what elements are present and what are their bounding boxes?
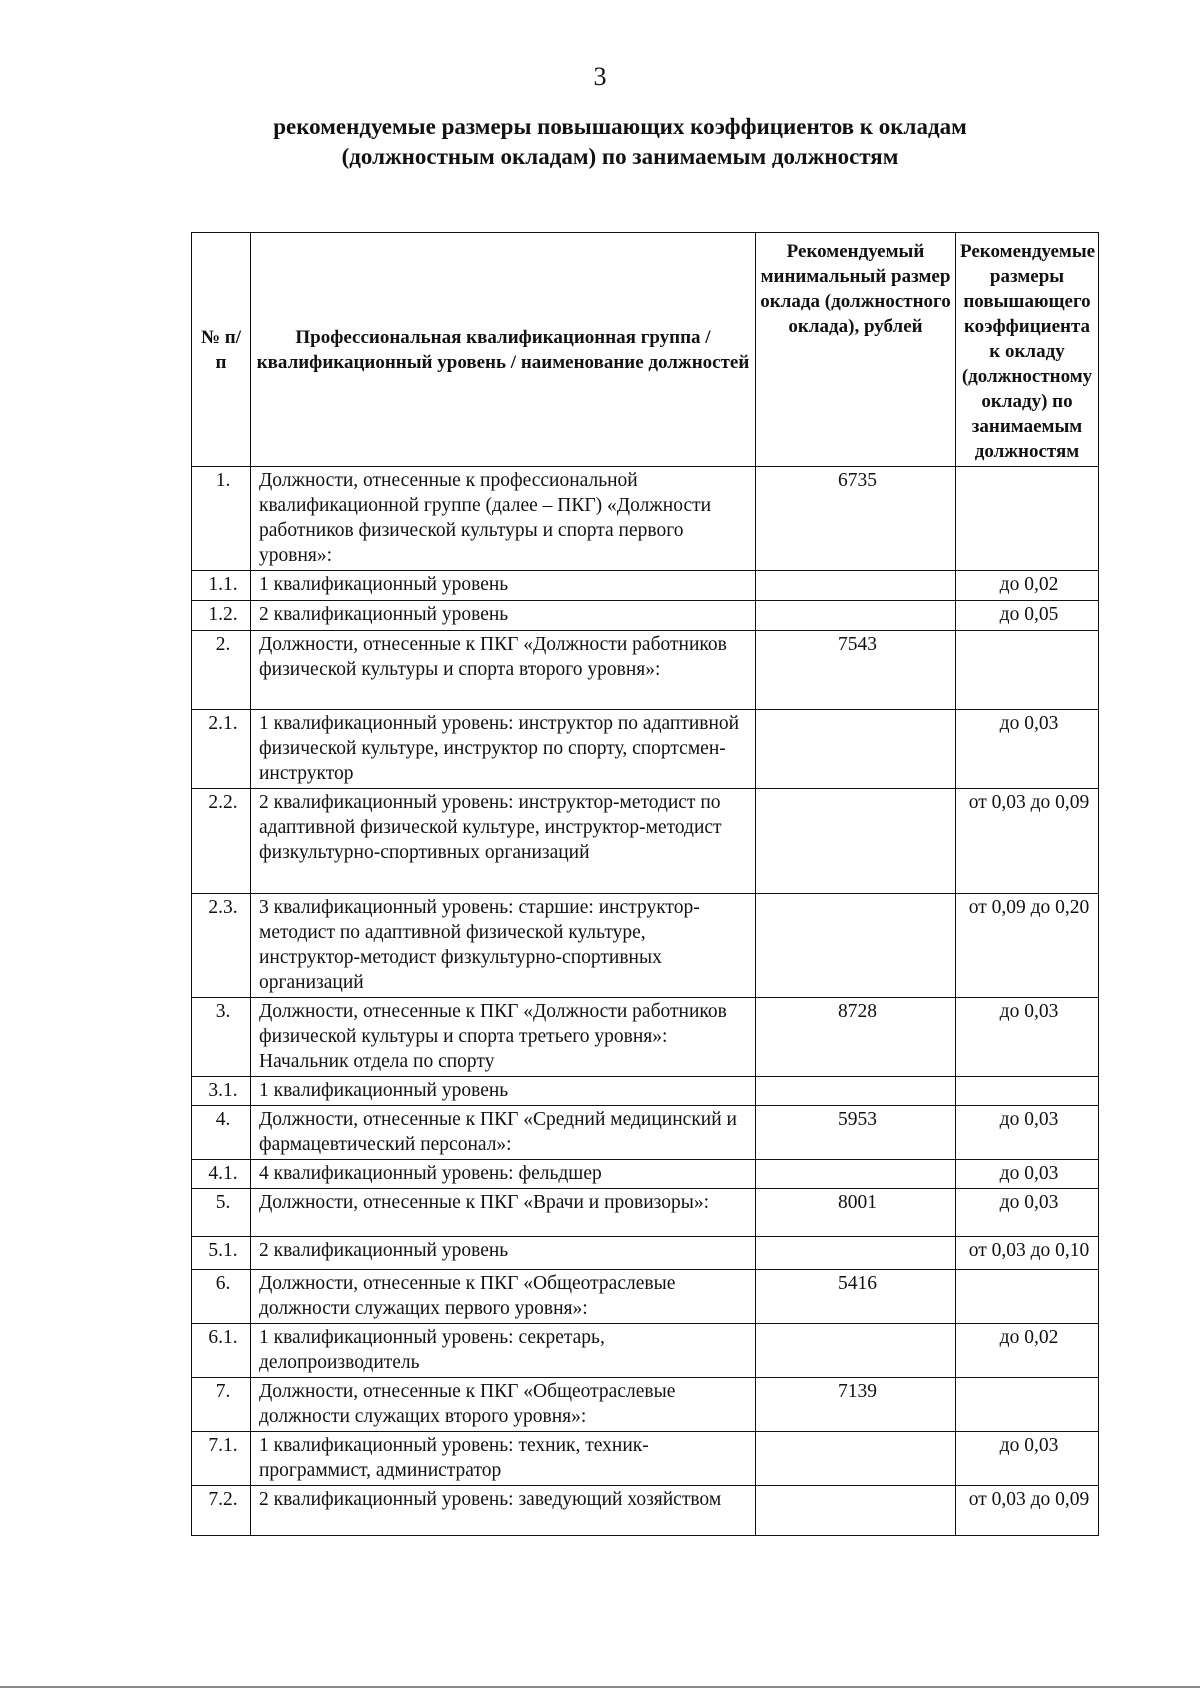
header-group: Профессиональная квалификационная группа / квалификационный уровень / наименование должностей: [251, 233, 756, 467]
header-salary: Рекомендуемый минимальный размер оклада (должностного оклада), рублей: [756, 233, 956, 467]
row-coefficient: до 0,03: [956, 998, 1099, 1077]
table-row: [192, 1486, 1099, 1536]
row-coefficient: до 0,03: [956, 1432, 1099, 1486]
row-position-name: 2 квалификационный уровень: инструктор-методист по адаптивной физической культуре, инструктор-методист физкультурно-спортивных организаций: [251, 789, 756, 894]
row-coefficient: до 0,02: [956, 571, 1099, 601]
row-number: 6.: [192, 1270, 251, 1324]
row-salary: [756, 601, 956, 631]
row-salary: [756, 571, 956, 601]
table-row: [192, 1378, 1099, 1432]
table-row: [192, 1106, 1099, 1160]
row-position-name: 1 квалификационный уровень: [251, 571, 756, 601]
row-number: 2.2.: [192, 789, 251, 894]
row-coefficient: до 0,03: [956, 710, 1099, 789]
row-position-name: 1 квалификационный уровень: секретарь, делопроизводитель: [251, 1324, 756, 1378]
page-number: 3: [593, 62, 607, 91]
row-coefficient: [956, 467, 1099, 571]
row-coefficient: [956, 1378, 1099, 1432]
row-coefficient: до 0,03: [956, 1189, 1099, 1237]
row-salary: 8728: [756, 998, 956, 1077]
row-salary: 5416: [756, 1270, 956, 1324]
row-number: 2.: [192, 631, 251, 710]
row-position-name: 2 квалификационный уровень: [251, 601, 756, 631]
row-salary: [756, 789, 956, 894]
table-body: [192, 467, 1099, 1536]
row-number: 3.1.: [192, 1077, 251, 1106]
row-salary: [756, 1432, 956, 1486]
row-salary: 7543: [756, 631, 956, 710]
row-number: 7.2.: [192, 1486, 251, 1536]
row-position-name: Должности, отнесенные к ПКГ «Должности работников физической культуры и спорта третьего уровня»: Начальник отдела по спорту: [251, 998, 756, 1077]
table-row: [192, 1270, 1099, 1324]
row-position-name: Должности, отнесенные к ПКГ «Общеотраслевые должности служащих первого уровня»:: [251, 1270, 756, 1324]
table-row: [192, 1237, 1099, 1270]
row-number: 6.1.: [192, 1324, 251, 1378]
row-number: 7.1.: [192, 1432, 251, 1486]
row-coefficient: от 0,03 до 0,10: [956, 1237, 1099, 1270]
coefficients-table: [191, 232, 1099, 1536]
table-row: [192, 571, 1099, 601]
row-salary: [756, 710, 956, 789]
row-salary: 7139: [756, 1378, 956, 1432]
row-position-name: Должности, отнесенные к ПКГ «Средний медицинский и фармацевтический персонал»:: [251, 1106, 756, 1160]
row-number: 1.2.: [192, 601, 251, 631]
table-row: [192, 1324, 1099, 1378]
row-position-name: Должности, отнесенные к ПКГ «Общеотраслевые должности служащих второго уровня»:: [251, 1378, 756, 1432]
row-coefficient: от 0,03 до 0,09: [956, 1486, 1099, 1536]
row-coefficient: до 0,03: [956, 1160, 1099, 1189]
row-coefficient: до 0,02: [956, 1324, 1099, 1378]
table-row: [192, 789, 1099, 894]
row-salary: [756, 1077, 956, 1106]
row-position-name: 3 квалификационный уровень: старшие: инструктор-методист по адаптивной физической культуре, инструктор-методист физкультурно-спортивных организаций: [251, 894, 756, 998]
row-salary: 8001: [756, 1189, 956, 1237]
table-row: [192, 467, 1099, 571]
row-number: 2.1.: [192, 710, 251, 789]
row-position-name: 1 квалификационный уровень: [251, 1077, 756, 1106]
row-number: 7.: [192, 1378, 251, 1432]
row-position-name: 1 квалификационный уровень: инструктор по адаптивной физической культуре, инструктор по спорту, спортсмен-инструктор: [251, 710, 756, 789]
table-row: [192, 1160, 1099, 1189]
row-coefficient: от 0,03 до 0,09: [956, 789, 1099, 894]
title-line-1: рекомендуемые размеры повышающих коэффициентов к окладам: [273, 114, 967, 139]
row-salary: [756, 894, 956, 998]
row-number: 2.3.: [192, 894, 251, 998]
table-row: [192, 894, 1099, 998]
row-salary: [756, 1486, 956, 1536]
row-number: 5.: [192, 1189, 251, 1237]
row-number: 1.1.: [192, 571, 251, 601]
row-coefficient: до 0,05: [956, 601, 1099, 631]
row-salary: 6735: [756, 467, 956, 571]
table-row: [192, 601, 1099, 631]
row-position-name: 2 квалификационный уровень: [251, 1237, 756, 1270]
header-num: № п/п: [192, 233, 251, 467]
row-salary: 5953: [756, 1106, 956, 1160]
row-position-name: 4 квалификационный уровень: фельдшер: [251, 1160, 756, 1189]
row-position-name: 1 квалификационный уровень: техник, техник-программист, администратор: [251, 1432, 756, 1486]
row-number: 3.: [192, 998, 251, 1077]
row-number: 5.1.: [192, 1237, 251, 1270]
table-row: [192, 998, 1099, 1077]
row-coefficient: [956, 1077, 1099, 1106]
document-title: [180, 112, 1060, 172]
row-position-name: 2 квалификационный уровень: заведующий хозяйством: [251, 1486, 756, 1536]
table-row: [192, 1077, 1099, 1106]
table-header-row: [192, 233, 1099, 467]
row-number: 1.: [192, 467, 251, 571]
row-position-name: Должности, отнесенные к профессиональной квалификационной группе (далее – ПКГ) «Должности работников физической культуры и спорта первого уровня»:: [251, 467, 756, 571]
row-position-name: Должности, отнесенные к ПКГ «Врачи и провизоры»:: [251, 1189, 756, 1237]
title-line-2: (должностным окладам) по занимаемым должностям: [341, 144, 899, 169]
row-coefficient: от 0,09 до 0,20: [956, 894, 1099, 998]
table-row: [192, 631, 1099, 710]
table-row: [192, 710, 1099, 789]
row-salary: [756, 1324, 956, 1378]
header-coefficient: Рекомендуемые размеры повышающего коэффициента к окладу (должностному окладу) по занимаемым должностям: [956, 233, 1099, 467]
table-row: [192, 1189, 1099, 1237]
row-coefficient: [956, 631, 1099, 710]
row-position-name: Должности, отнесенные к ПКГ «Должности работников физической культуры и спорта второго уровня»:: [251, 631, 756, 710]
row-number: 4.: [192, 1106, 251, 1160]
row-salary: [756, 1160, 956, 1189]
row-salary: [756, 1237, 956, 1270]
scan-edge-line: [0, 1686, 1200, 1688]
table-row: [192, 1432, 1099, 1486]
row-coefficient: до 0,03: [956, 1106, 1099, 1160]
row-coefficient: [956, 1270, 1099, 1324]
row-number: 4.1.: [192, 1160, 251, 1189]
